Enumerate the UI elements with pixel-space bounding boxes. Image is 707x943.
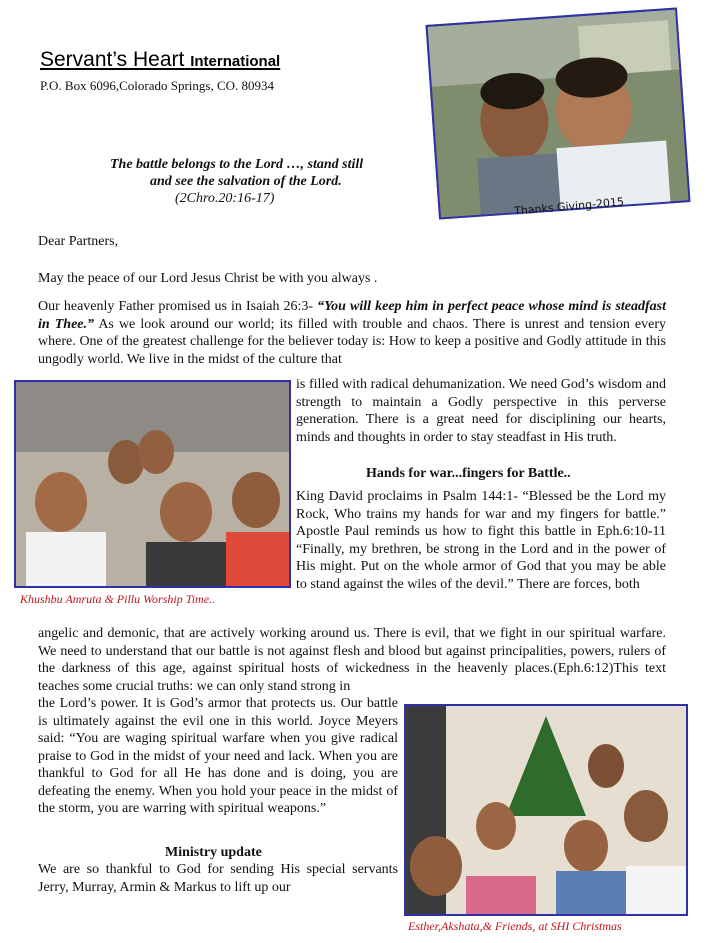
christmas-photo bbox=[404, 704, 688, 916]
paragraph-ministry: We are so thankful to God for sending His special servants Jerry, Murray, Armin & Markus to lift up our bbox=[38, 862, 398, 895]
christmas-photo-art bbox=[406, 706, 688, 916]
paragraph-isaiah bbox=[38, 298, 666, 368]
christmas-caption: Esther,Akshata,& Friends, at SHI Christmas bbox=[408, 919, 622, 933]
paragraph-isaiah-continued: is filled with radical dehumanization. We need God’s wisdom and strength to maintain a Godly perspective in this perverse generation. There is a great need for disciplining our hearts, minds and thoughts in order to stay steadfast in His truth. bbox=[296, 377, 666, 445]
org-name: Servant’s Heart bbox=[40, 48, 185, 71]
hands-heading: Hands for war...fingers for Battle.. bbox=[366, 466, 571, 481]
isaiah-quote: “You will keep him in perfect peace whose mind is steadfast in Thee.” bbox=[38, 299, 666, 332]
verse-line-2: and see the salvation of the Lord. bbox=[150, 174, 342, 189]
verse-reference: (2Chro.20:16-17) bbox=[175, 191, 275, 206]
verse-block bbox=[110, 156, 410, 207]
worship-caption: Khushbu Amruta & Pillu Worship Time.. bbox=[20, 592, 216, 606]
thanksgiving-photo bbox=[426, 7, 691, 219]
org-suffix: International bbox=[190, 53, 281, 70]
peace-greeting: May the peace of our Lord Jesus Christ be with you always . bbox=[38, 271, 378, 286]
paragraph-isaiah-rest: As we look around our world; its filled with trouble and chaos. There is unrest and tension every where. One of the greatest challenge for the believer today is: How to keep a positive and Godly attitude in this ungodly world. We live in the midst of the culture that bbox=[38, 316, 666, 367]
ministry-update-heading: Ministry update bbox=[165, 845, 262, 860]
worship-photo bbox=[14, 380, 291, 588]
verse-line-1: The battle belongs to the Lord …, stand still bbox=[110, 157, 364, 172]
thanksgiving-photo-art bbox=[428, 9, 691, 219]
salutation: Dear Partners, bbox=[38, 234, 119, 249]
worship-photo-art bbox=[16, 382, 291, 588]
paragraph-isaiah-intro: Our heavenly Father promised us in Isaiah 26:3- bbox=[38, 299, 318, 314]
thanksgiving-caption: Thanks Giving-2015 bbox=[513, 195, 625, 218]
mailing-address: P.O. Box 6096,Colorado Springs, CO. 80934 bbox=[40, 78, 275, 93]
paragraph-psalm: King David proclaims in Psalm 144:1- “Blessed be the Lord my Rock, Who trains my hands for war and my fingers for battle.” Apostle Paul reminds us how to fight this battle in Eph.6:10-11 “Finally, my brethren, be strong in the Lord and in the power of His might. Put on the whole armor of God that you may be able to stand against the wiles of the devil.” There are forces, both bbox=[296, 489, 666, 592]
paragraph-psalm-continued: angelic and demonic, that are actively working around us. There is evil, that we fight in our spiritual warfare. We need to understand that our battle is not against flesh and blood but against principalities, powers, rulers of the darkness of this age, against spiritual hosts of wickedness in the heavenly places.(Eph.6:12)This text teaches some crucial truths: we can only stand strong in bbox=[38, 626, 666, 694]
paragraph-armor: the Lord’s power. It is God’s armor that protects us. Our battle is ultimately against the evil one in this world. Joyce Meyers said: “You are waging spiritual warfare when you give radical praise to God in the midst of your need and lack. When you are thankful to God for all He has done and is doing, you are defeating the enemy. When you hold your peace in the midst of the storm, you are warring with spiritual weapons.” bbox=[38, 696, 398, 816]
organization-title bbox=[40, 48, 280, 72]
